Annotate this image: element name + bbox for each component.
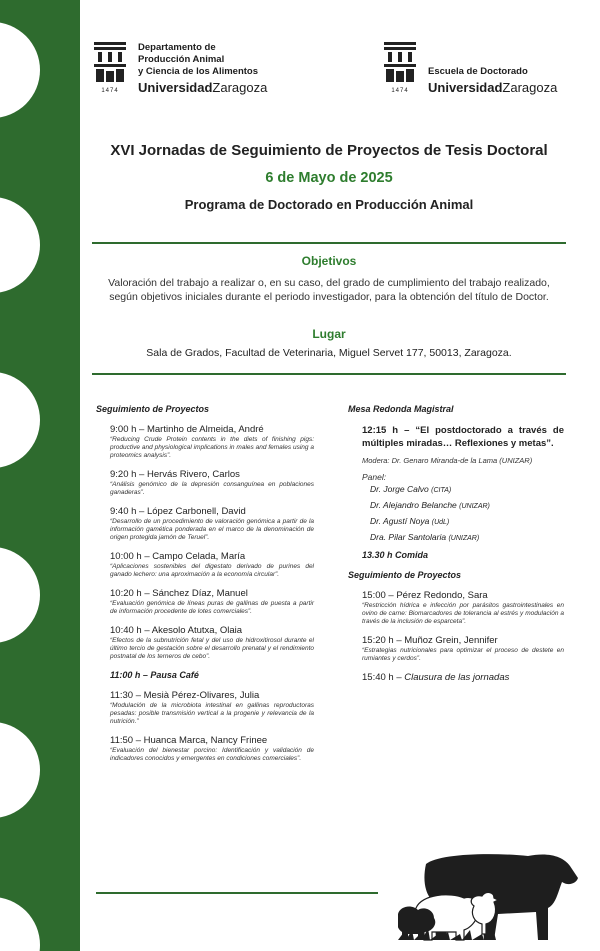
- panel-member: Dr. Alejandro Belanche (UNIZAR): [370, 500, 490, 510]
- list-item: [110, 625, 314, 661]
- talk-time-speaker: 10:40 h – Akesolo Atutxa, Olaia: [110, 625, 243, 636]
- talk-time-speaker: 9:40 h – López Carbonell, David: [110, 506, 246, 517]
- schedule-right-column: [348, 404, 564, 692]
- objetivos-text: Valoración del trabajo a realizar o, en su caso, del grado de cumplimiento del trabajo realizado, según objetivos iniciales durante el periodo investigador, para la obtención del título de Doctor.: [108, 277, 550, 303]
- talk-title: “Evaluación del bienestar porcino: Identificación y validación de indicadores conocidos y emergentes en condiciones comerciales”.: [110, 747, 314, 762]
- crest-year: 1474: [391, 88, 409, 94]
- list-item: [110, 588, 314, 616]
- lugar-heading: Lugar: [312, 327, 346, 341]
- list-item: [110, 551, 314, 579]
- divider-middle: [92, 373, 566, 375]
- talk-time-speaker: 15:20 h – Muñoz Grein, Jennifer: [362, 635, 498, 646]
- list-item: [110, 424, 314, 460]
- talk-title: “Evaluación genómica de líneas puras de gallinas de puesta a partir de información procedente de lotes comerciales”.: [110, 600, 314, 615]
- talk-title: “Efectos de la subnutrición fetal y del uso de hidroxitirosol durante el último tercio de gestación sobre el desarrollo prenatal y el rendimiento postnatal de los terneros de cebo”.: [110, 637, 314, 660]
- university-name: UniversidadZaragoza: [428, 80, 558, 95]
- panel-member: Dr. Jorge Calvo (CITA): [370, 484, 452, 494]
- department-logo: [94, 42, 267, 96]
- crest-year: 1474: [101, 88, 119, 94]
- list-item: [362, 590, 564, 626]
- talk-title: “Desarrollo de un procedimiento de valoración genómica a partir de la información gamética ponderada en el marco de la denominación de origen protegida jamón de Teruel”.: [110, 518, 314, 541]
- lugar-text: Sala de Grados, Facultad de Veterinaria, Miguel Servet 177, 50013, Zaragoza.: [146, 347, 512, 359]
- doctoral-school-logo: [384, 42, 557, 96]
- university-crest-icon: [384, 42, 416, 94]
- closing-item: [362, 672, 564, 683]
- list-item: [110, 690, 314, 726]
- department-name-line-3: y Ciencia de los Alimentos: [138, 66, 259, 77]
- seguimiento-heading: Seguimiento de Proyectos: [96, 404, 210, 414]
- list-item: [362, 635, 564, 663]
- closing-session: 15:40 h – Clausura de las jornadas: [362, 672, 510, 683]
- round-table-title: 12:15 h – “El postdoctorado a través de múltiples miradas… Reflexiones y metas”.: [362, 425, 564, 449]
- list-item: [110, 469, 314, 497]
- department-name-line-1: Departamento de: [138, 42, 216, 53]
- talk-title: “Reducing Crude Protein contents in the diets of finishing pigs: productive and physiological implications in males and females using a proteomics analysis”.: [110, 436, 314, 459]
- talk-time-speaker: 11:30 – Mesià Pérez-Olivares, Julia: [110, 690, 260, 701]
- talk-time-speaker: 9:20 h – Hervás Rivero, Carlos: [110, 469, 240, 480]
- talk-title: “Restricción hídrica e infección por parásitos gastrointestinales en ovino de carne: Biomarcadores de tolerancia al estrés y modulación a través de la inclusión de esparceta”.: [362, 602, 564, 625]
- divider-top: [92, 242, 566, 244]
- lunch-break: 13.30 h Comida: [362, 550, 429, 560]
- talk-time-speaker: 10:00 h – Campo Celada, María: [110, 551, 246, 562]
- moderator: Modera: Dr. Genaro Miranda-de la Lama (UNIZAR): [362, 456, 533, 465]
- talk-time-speaker: 9:00 h – Martinho de Almeida, André: [110, 424, 264, 435]
- university-name: UniversidadZaragoza: [138, 80, 268, 95]
- event-title: XVI Jornadas de Seguimiento de Proyectos de Tesis Doctoral: [110, 142, 548, 159]
- farm-animals-illustration: [398, 842, 588, 942]
- talk-time-speaker: 11:50 – Huanca Marca, Nancy Frinee: [110, 735, 268, 746]
- schedule-left-column: [96, 404, 314, 772]
- decorative-sidebar: [0, 0, 80, 951]
- talk-title: “Estrategias nutricionales para optimizar el proceso de destete en rumiantes y cerdos”.: [362, 647, 564, 662]
- department-name-line-2: Producción Animal: [138, 54, 225, 65]
- list-item: [110, 506, 314, 542]
- coffee-break: 11:00 h – Pausa Café: [110, 670, 199, 680]
- seguimiento-heading-afternoon: Seguimiento de Proyectos: [348, 570, 462, 580]
- list-item: [110, 735, 314, 763]
- university-crest-icon: [94, 42, 126, 94]
- panel-heading: Panel:: [362, 472, 387, 482]
- talk-title: “Aplicaciones sostenibles del digestato derivado de purines del ganado lechero: una aproximación a la economía circular”.: [110, 563, 314, 578]
- panel-member: Dr. Agustí Noya (UdL): [370, 516, 450, 526]
- event-date: 6 de Mayo de 2025: [265, 170, 393, 186]
- talk-time-speaker: 15:00 – Pérez Redondo, Sara: [362, 590, 488, 601]
- talk-time-speaker: 10:20 h – Sánchez Díaz, Manuel: [110, 588, 248, 599]
- talk-title: “Modulación de la microbiota intestinal en gallinas reproductoras pesadas: posible transmisión vertical a la progenie y relevancia de la nutrición.”: [110, 702, 314, 725]
- panel-member: Dra. Pilar Santolaria (UNIZAR): [370, 532, 480, 542]
- divider-bottom: [96, 892, 378, 894]
- school-name: Escuela de Doctorado: [428, 66, 528, 77]
- talk-title: “Análisis genómico de la depresión consanguínea en poblaciones ganaderas”.: [110, 481, 314, 496]
- mesa-redonda-heading: Mesa Redonda Magistral: [348, 404, 454, 414]
- program-name: Programa de Doctorado en Producción Animal: [184, 197, 474, 212]
- objetivos-heading: Objetivos: [301, 254, 357, 268]
